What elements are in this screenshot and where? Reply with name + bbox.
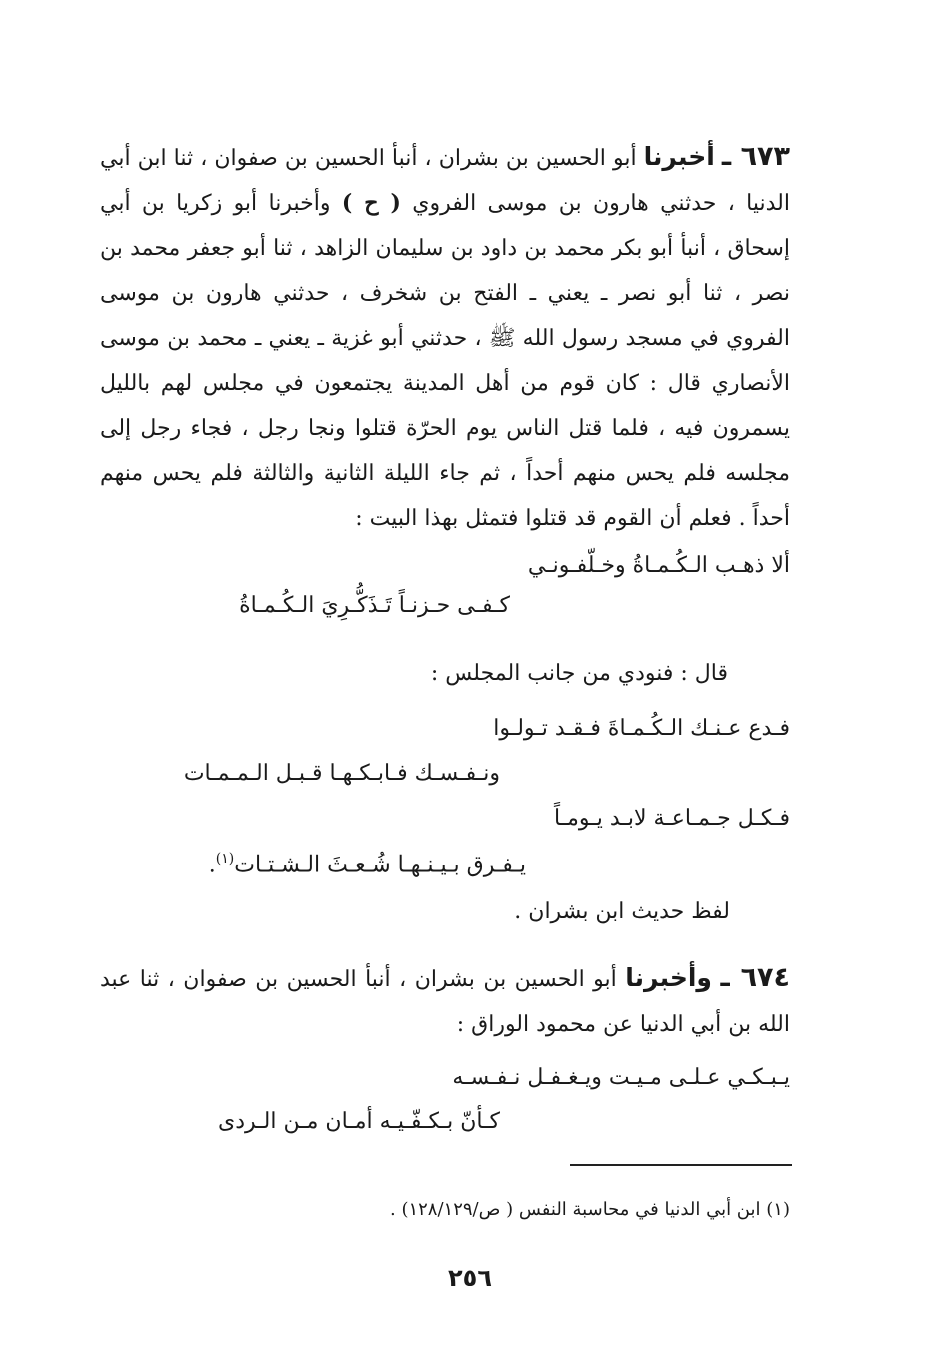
verse-line: كـفـى حـزنـاً تَـذَكُّـرِيَ الـكُـمـاةُ [239, 593, 510, 618]
footnote-reference: (١) [215, 851, 235, 867]
verse-line: يـبـكـي عـلـى مـيـت ويـغـفـل نـفـسـه [452, 1065, 790, 1090]
entry-text: أبو الحسين بن بشران ، أنبأ الحسين بن صفوان ، ثنا عبد الله بن أبي الدنيا عن محمود الوراق : [100, 967, 790, 1037]
entry-number: ٦٧٣ ـ [721, 141, 791, 172]
verse-line: فـدع عـنـك الـكُـمـاةَ فـقـد تـولـوا [493, 716, 790, 741]
entry-text-part2: وأخبرنا أبو زكريا بن أبي إسحاق ، أنبأ أبو بكر محمد بن داود بن سليمان الزاهد ، ثنا أبو جعفر محمد بن نصر ، ثنا أبو نصر ـ يعني ـ الفتح بن شخرف ، حدثني هارون بن موسى الفروي في مسجد رسول الله ﷺ ، حدثني أبو غزية ـ يعني ـ محمد بن موسى الأنصاري قال : كان قوم من أهل المدينة يجتمعون في مجلس لهم بالليل يسمرون فيه ، فلما قتل الناس يوم الحرّة قتلوا ونجا رجل ، فجاء رجل إلى مجلسه فلم يحس منهم أحداً ، ثم جاء الليلة الثانية والثالثة فلم يحس منهم أحداً . فعلم أن القوم قد قتلوا فتمثل بهذا البيت : [100, 191, 790, 531]
entry-number: ٦٧٤ ـ [720, 962, 791, 993]
page-number: ٢٥٦ [448, 1264, 492, 1292]
entry-673-paragraph [100, 134, 790, 541]
source-note: لفظ حديث ابن بشران . [514, 899, 730, 924]
footnote [390, 1196, 790, 1224]
entry-lead-word: وأخبرنا [625, 963, 712, 992]
entry-674-paragraph [100, 955, 790, 1047]
verse-line: ونـفـسـك فـابـكـهـا قـبـل الـمـمـات [183, 761, 500, 786]
footnote-marker: (١) [766, 1199, 790, 1220]
verse-period: . [208, 852, 216, 878]
entry-lead-word: أخبرنا [643, 142, 715, 171]
tahwil-marker: ( ح ) [341, 190, 401, 216]
verse-line: كـأنّ بـكـفّـيـه أمـان مـن الـردى [218, 1109, 500, 1134]
narration-line: قال : فنودي من جانب المجلس : [430, 661, 728, 686]
footnote-text: ابن أبي الدنيا في محاسبة النفس ( ص/١٢٨/١٢٩) . [390, 1199, 761, 1220]
verse-line: ألا ذهـب الـكُـمـاةُ وخـلّفـونـي [527, 553, 790, 578]
entry-text-part1: أبو الحسين بن بشران ، أنبأ الحسين بن صفوان ، ثنا ابن أبي الدنيا ، حدثني هارون بن موسى الفروي [100, 146, 790, 216]
footnote-separator [570, 1164, 792, 1166]
verse-line [209, 839, 526, 885]
verse-line: فـكـل جـمـاعـة لابـد يـومـاً [553, 806, 790, 831]
verse-text: يـفـرق بـيـنـهـا شُـعـثَ الـشـتـات [234, 852, 526, 878]
